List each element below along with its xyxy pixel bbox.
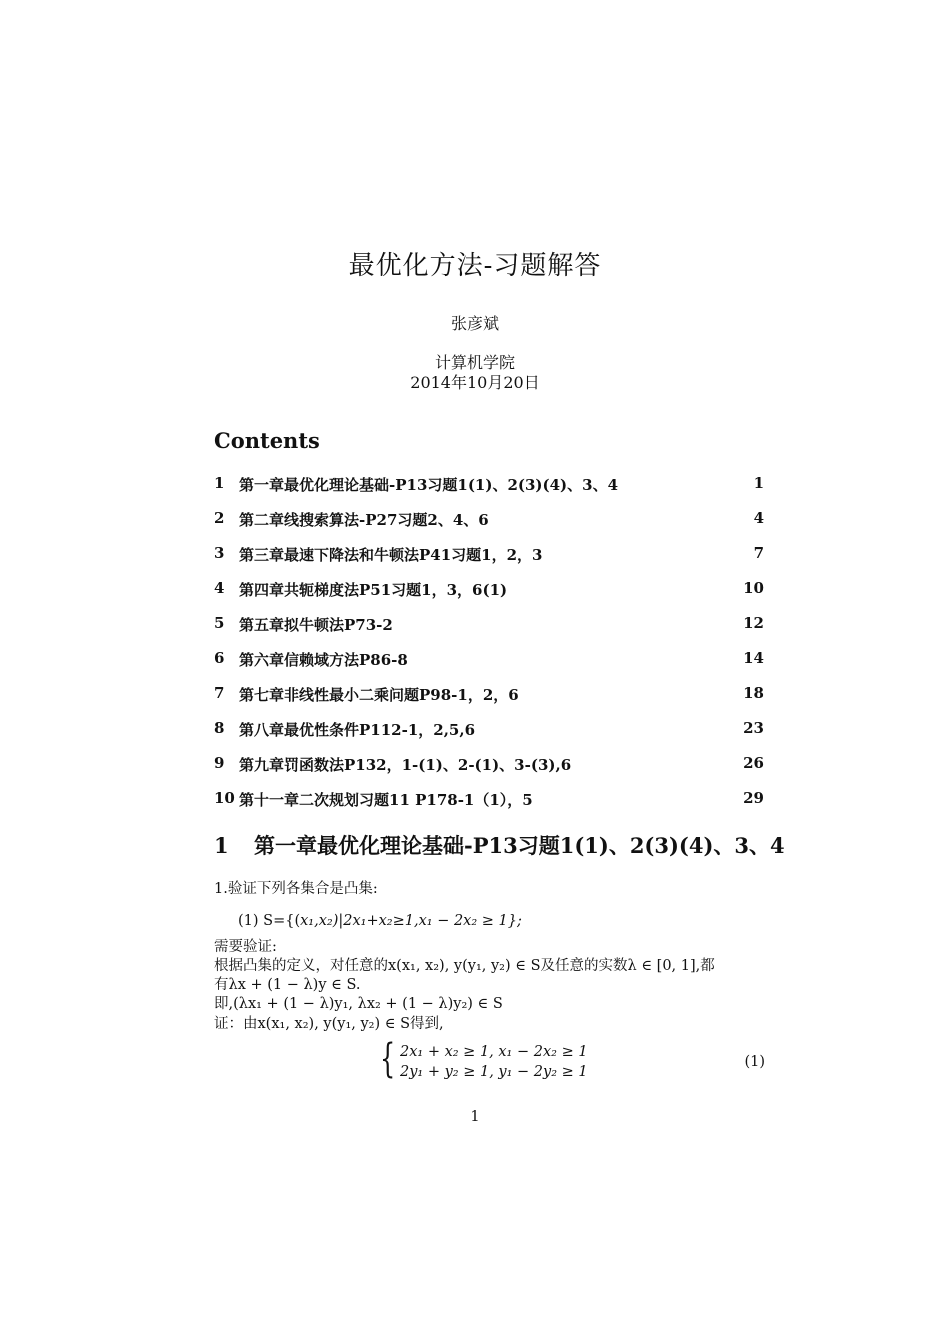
need-verify-text: 需要验证:: [214, 939, 277, 955]
toc-entry-title[interactable]: 第七章非线性最小二乘问题P98-1，2，6: [239, 686, 519, 704]
toc-entry-number: 10: [214, 789, 235, 807]
toc-entry-title[interactable]: 第三章最速下降法和牛顿法P41习题1，2，3: [239, 546, 543, 564]
toc-entry-number: 3: [214, 544, 225, 562]
toc-entry[interactable]: [214, 684, 764, 719]
toc-entry-title[interactable]: 第五章拟牛顿法P73-2: [239, 616, 393, 634]
toc-entry-number: 7: [214, 684, 225, 702]
toc-entry-page[interactable]: 29: [743, 789, 764, 807]
toc-entry-title[interactable]: 第九章罚函数法P132，1-(1)、2-(1)、3-(3),6: [239, 756, 572, 774]
toc-entry-number: 2: [214, 509, 225, 527]
contents-heading: Contents: [214, 428, 320, 453]
toc-entry-page[interactable]: 1: [753, 474, 764, 492]
toc-entry-page[interactable]: 7: [753, 544, 764, 562]
toc-entry[interactable]: [214, 649, 764, 684]
left-brace-icon: {: [380, 1036, 396, 1082]
definition-line-cont: 有λx + (1 − λ)y ∈ S.: [214, 977, 361, 993]
toc-entry-page[interactable]: 12: [743, 614, 764, 632]
document-date: 2014年10月20日: [410, 373, 540, 392]
toc-entry-title[interactable]: 第二章线搜索算法-P27习题2、4、6: [239, 511, 489, 529]
toc-entry-number: 1: [214, 474, 225, 492]
toc-entry-page[interactable]: 18: [743, 684, 764, 702]
toc-entry-number: 9: [214, 754, 225, 772]
toc-entry-title[interactable]: 第四章共轭梯度法P51习题1，3，6(1): [239, 581, 508, 599]
toc-entry-page[interactable]: 26: [743, 754, 764, 772]
toc-entry-number: 6: [214, 649, 225, 667]
toc-entry-title[interactable]: 第十一章二次规划习题11 P178-1（1），5: [239, 791, 533, 809]
toc-entry[interactable]: [214, 579, 764, 614]
toc-entry[interactable]: [214, 719, 764, 754]
definition-line: 根据凸集的定义，对任意的x(x₁, x₂), y(y₁, y₂) ∈ S及任意的实数λ ∈ [0, 1],都: [214, 958, 715, 974]
toc-entry-number: 4: [214, 579, 225, 597]
set-condition: x₁,x₂)|2x₁+x₂≥1,x₁ − 2x₂ ≥ 1};: [300, 913, 522, 929]
toc-entry-page[interactable]: 4: [753, 509, 764, 527]
ie-line: 即,(λx₁ + (1 − λ)y₁, λx₂ + (1 − λ)y₂) ∈ S: [214, 996, 503, 1012]
toc-entry[interactable]: [214, 789, 764, 824]
toc-entry[interactable]: [214, 474, 764, 509]
toc-entry[interactable]: [214, 509, 764, 544]
document-author: 张彦斌: [450, 314, 499, 333]
document-institution: 计算机学院: [434, 353, 515, 372]
toc-entry-number: 5: [214, 614, 225, 632]
section-title: 第一章最优化理论基础-P13习题1(1)、2(3)(4)、3、4: [254, 833, 785, 858]
toc-entry[interactable]: [214, 544, 764, 579]
equation-system: [380, 1036, 765, 1084]
toc-entry-page[interactable]: 10: [743, 579, 764, 597]
section-number: 1: [214, 833, 229, 858]
document-title: 最优化方法-习题解答: [348, 251, 602, 281]
proof-line: 证：由x(x₁, x₂), y(y₁, y₂) ∈ S得到,: [214, 1016, 444, 1032]
toc-entry-page[interactable]: 23: [743, 719, 764, 737]
toc-entry-title[interactable]: 第一章最优化理论基础-P13习题1(1)、2(3)(4)、3、4: [239, 476, 619, 494]
toc-entry-page[interactable]: 14: [743, 649, 764, 667]
toc-entry-number: 8: [214, 719, 225, 737]
toc-entry-title[interactable]: 第八章最优性条件P112-1，2,5,6: [239, 721, 476, 739]
table-of-contents: [214, 474, 764, 824]
toc-entry[interactable]: [214, 614, 764, 649]
section-heading: [214, 830, 785, 860]
page-number: 1: [470, 1109, 480, 1125]
toc-entry-title[interactable]: 第六章信赖域方法P86-8: [239, 651, 408, 669]
toc-entry[interactable]: [214, 754, 764, 789]
set-prefix: (1) S={(: [238, 913, 301, 929]
set-definition: [238, 913, 522, 929]
equation-line-1: 2x₁ + x₂ ≥ 1, x₁ − 2x₂ ≥ 1: [400, 1044, 588, 1060]
problem-statement: 1.验证下列各集合是凸集:: [214, 881, 378, 897]
equation-line-2: 2y₁ + y₂ ≥ 1, y₁ − 2y₂ ≥ 1: [400, 1064, 588, 1080]
equation-number: (1): [744, 1054, 765, 1070]
